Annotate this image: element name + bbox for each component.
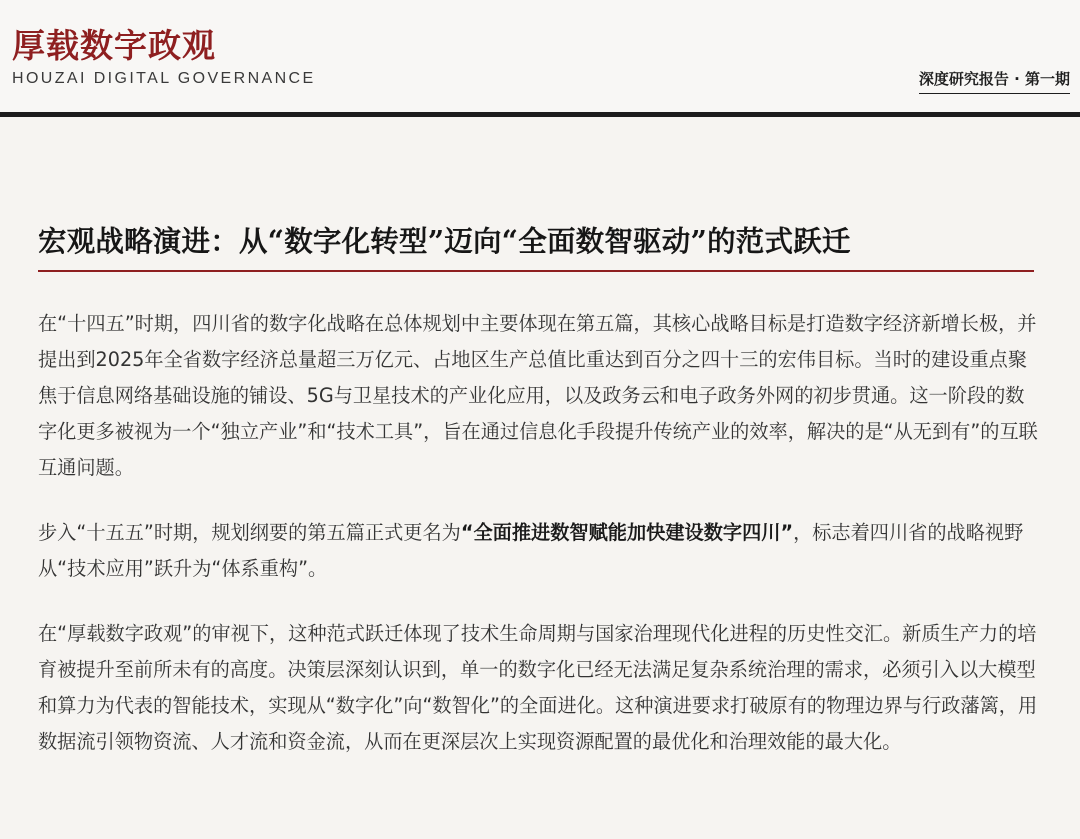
- paragraph-2-highlight: “全面推进数智赋能加快建设数字四川”: [460, 521, 794, 544]
- paragraph-3: 在“厚载数字政观”的审视下，这种范式跃迁体现了技术生命周期与国家治理现代化进程的历史性交汇。新质生产力的培育被提升至前所未有的高度。决策层深刻认识到，单一的数字化已经无法满足复杂系统治理的需求，必须引入以大模型和算力为代表的智能技术，实现从“数字化”向“数智化”的全面进化。这种演进要求打破原有的物理边界与行政藩篱，用数据流引领物资流、人才流和资金流，从而在更深层次上实现资源配置的最优化和治理效能的最大化。: [38, 622, 1038, 753]
- paragraph-2-lead: 步入“十五五”时期，规划纲要的第五篇正式更名为: [38, 521, 461, 544]
- paragraph-1: 在“十四五”时期，四川省的数字化战略在总体规划中主要体现在第五篇，其核心战略目标是打造数字经济新增长极，并提出到2025年全省数字经济总量超三万亿元、占地区生产总值比重达到百分之四十三的宏伟目标。当时的建设重点聚焦于信息网络基础设施的铺设、5G与卫星技术的产业化应用，以及政务云和电子政务外网的初步贯通。这一阶段的数字化更多被视为一个“独立产业”和“技术工具”，旨在通过信息化手段提升传统产业的效率，解决的是“从无到有”的互联互通问题。: [38, 312, 1038, 479]
- brand-name: 厚载数字政观: [12, 26, 216, 65]
- title-underline: [38, 270, 1034, 272]
- article-body: [38, 117, 1038, 760]
- paragraph-2: [38, 515, 1038, 587]
- brand-subtitle: HOUZAI DIGITAL GOVERNANCE: [12, 70, 316, 87]
- paragraph-2-tail: ，标志着四川省的战略视野从“技术应用”跃升为“体系重构”。: [38, 521, 1024, 580]
- page-header: [0, 0, 1080, 112]
- issue-label: 深度研究报告 · 第一期: [919, 68, 1070, 94]
- section-title: 宏观战略演进：从“数字化转型”迈向“全面数智驱动”的范式跃迁: [38, 224, 851, 258]
